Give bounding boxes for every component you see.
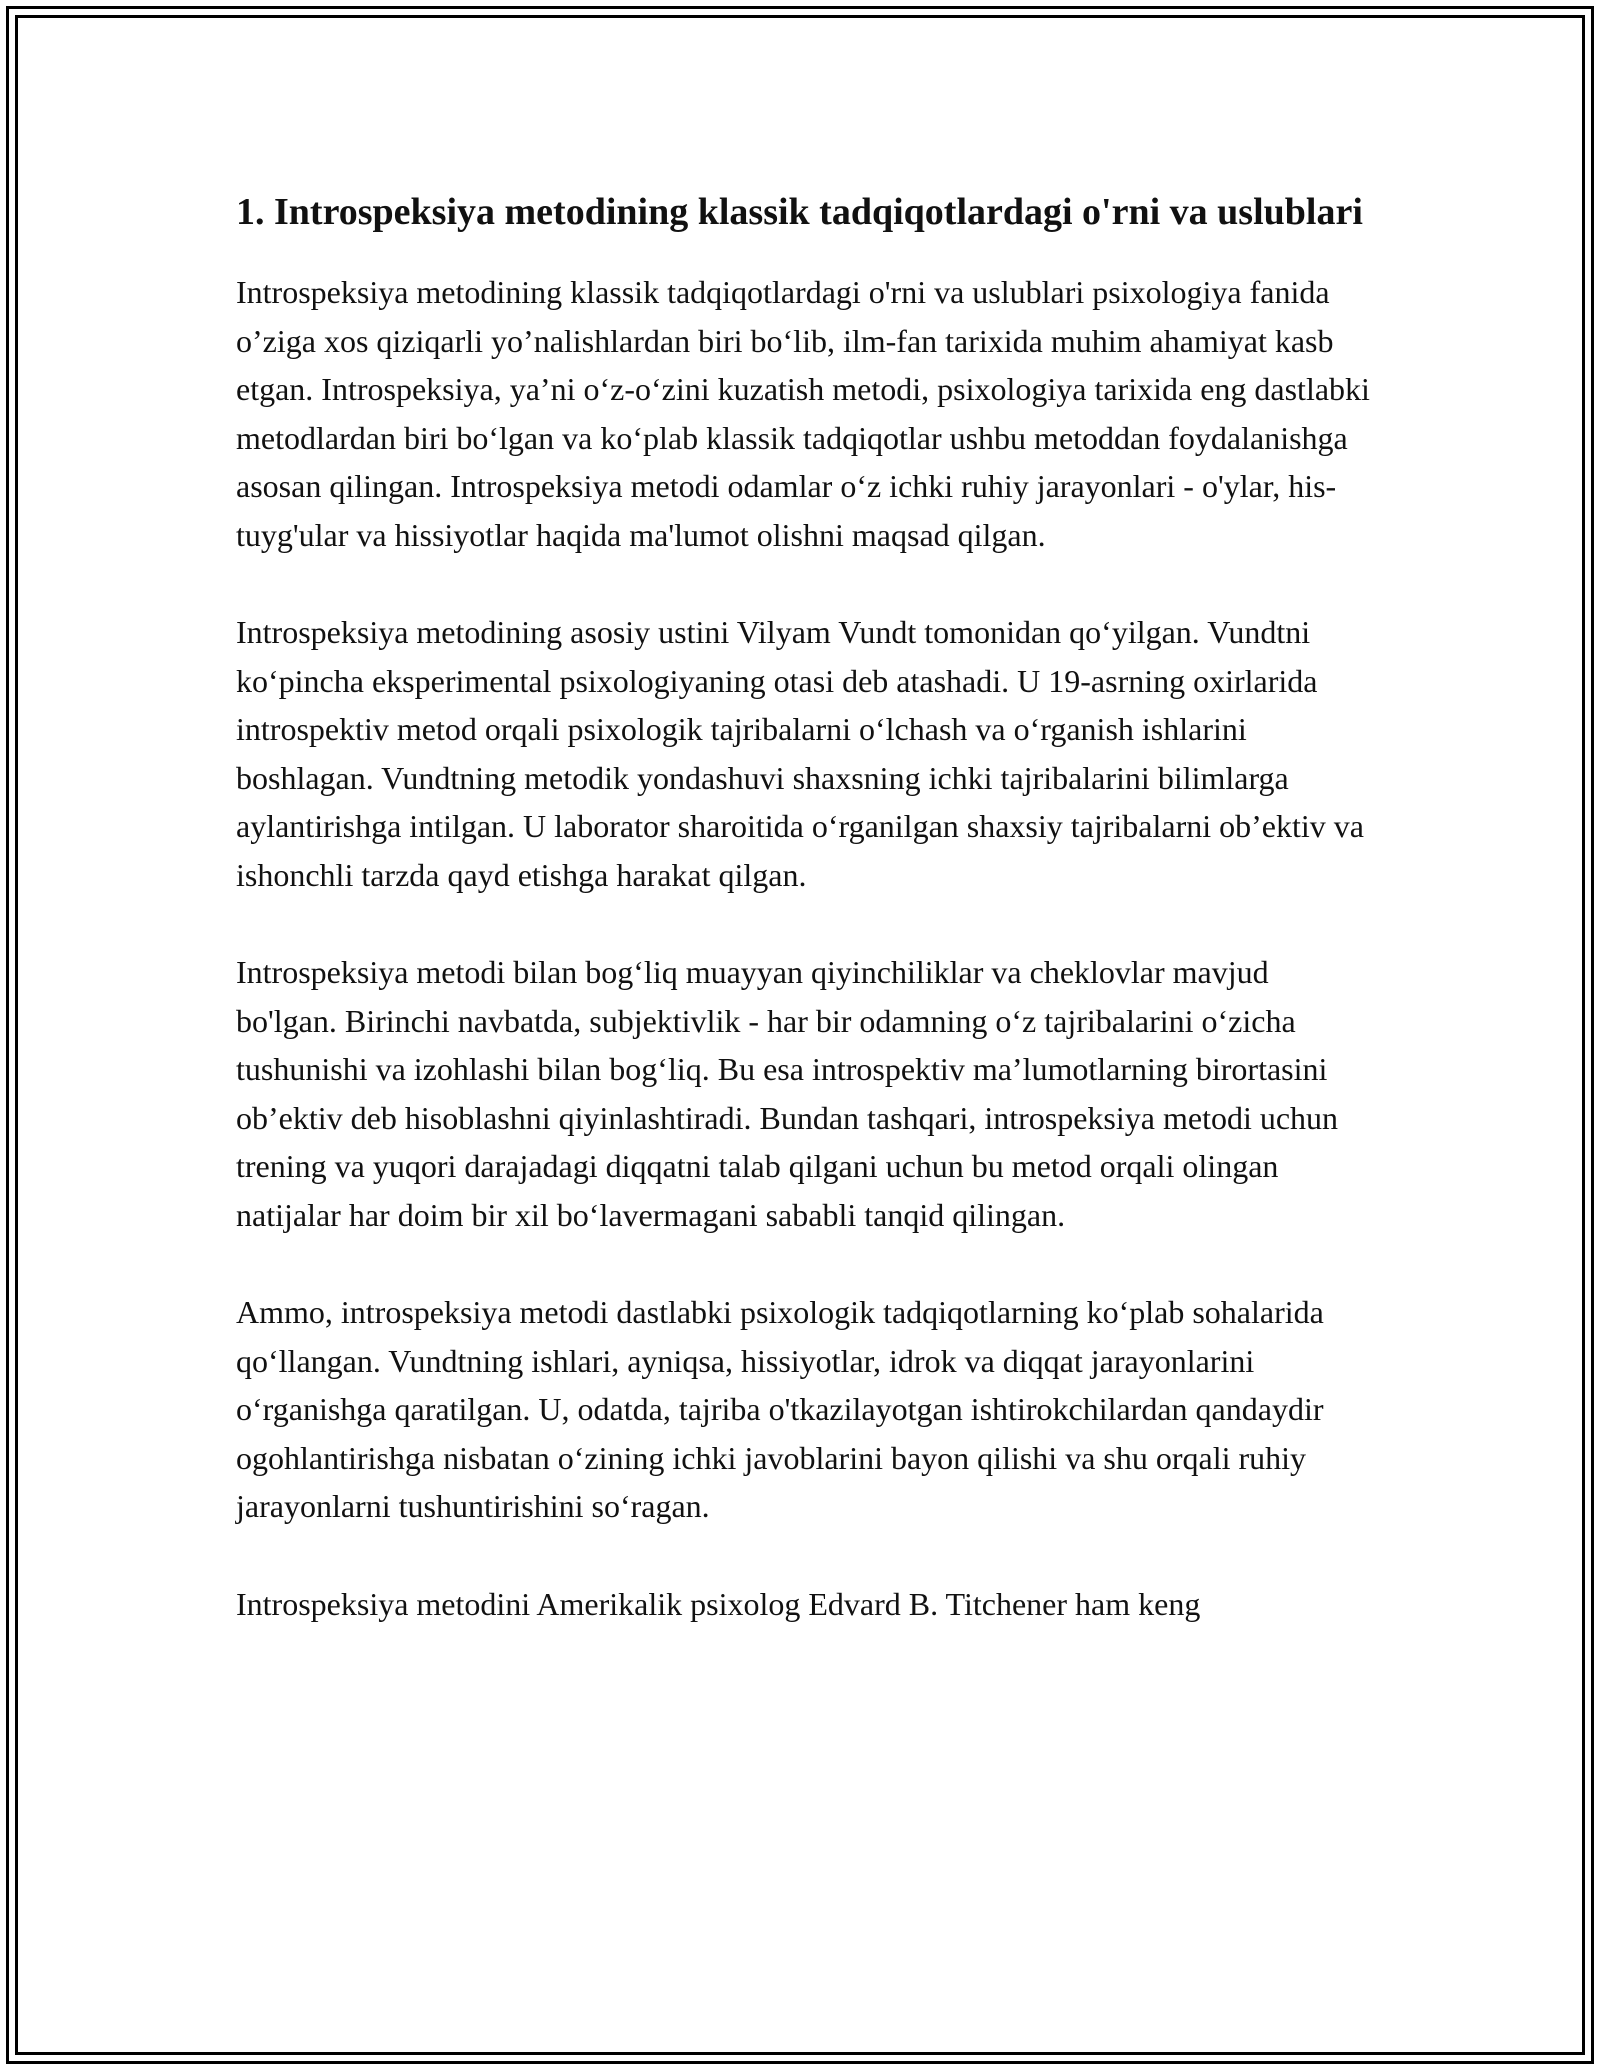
paragraph: Introspeksiya metodini Amerikalik psixolog Edvard B. Titchener ham keng — [236, 1585, 1201, 1622]
section-heading: 1. Introspeksiya metodining klassik tadqiqotlardagi o'rni va uslublari — [236, 191, 1363, 233]
paragraph: Introspeksiya metodining asosiy ustini Vilyam Vundt tomonidan qo‘yilgan. Vundtni ko‘pincha eksperimental psixologiyaning otasi deb atashadi. U 19-asrning oxirlarida introspektiv metod orqali psixologik tajribalarni o‘lchash va o‘rganish ishlarini boshlagan. Vundtning metodik yondashuvi shaxsning ichki tajribalarini bilimlarga aylantirishga intilgan. U laborator sharoitida o‘rganilgan shaxsiy tajribalarni ob’ektiv va ishonchli tarzda qayd etishga harakat qilgan. — [236, 614, 1364, 893]
paragraph: Introspeksiya metodining klassik tadqiqotlardagi o'rni va uslublari psixologiya fanida o’ziga xos qiziqarli yo’nalishlardan biri bo‘lib, ilm-fan tarixida muhim ahamiyat kasb etgan. Introspeksiya, ya’ni o‘z-o‘zini kuzatish metodi, psixologiya tarixida eng dastlabki metodlardan biri bo‘lgan va ko‘plab klassik tadqiqotlar ushbu metoddan foydalanishga asosan qilingan. Introspeksiya metodi odamlar o‘z ichki ruhiy jarayonlari - o'ylar, his-tuyg'ular va hissiyotlar haqida ma'lumot olishni maqsad qilgan. — [236, 274, 1370, 553]
paragraph: Introspeksiya metodi bilan bog‘liq muayyan qiyinchiliklar va cheklovlar mavjud bo'lgan. Birinchi navbatda, subjektivlik - har bir odamning o‘z tajribalarini o‘zicha tushunishi va izohlashi bilan bog‘liq. Bu esa introspektiv ma’lumotlarning birortasini ob’ektiv deb hisoblashni qiyinlashtiradi. Bundan tashqari, introspeksiya metodi uchun trening va yuqori darajadagi diqqatni talab qilgani uchun bu metod orqali olingan natijalar har doim bir xil bo‘lavermagani sababli tanqid qilingan. — [236, 954, 1339, 1233]
document-body — [236, 185, 1376, 1628]
paragraph: Ammo, introspeksiya metodi dastlabki psixologik tadqiqotlarning ko‘plab sohalarida qo‘llangan. Vundtning ishlari, ayniqsa, hissiyotlar, idrok va diqqat jarayonlarini o‘rganishga qaratilgan. U, odatda, tajriba o'tkazilayotgan ishtirokchilardan qandaydir ogohlantirishga nisbatan o‘zining ichki javoblarini bayon qilishi va shu orqali ruhiy jarayonlarni tushuntirishini so‘ragan. — [236, 1294, 1324, 1524]
